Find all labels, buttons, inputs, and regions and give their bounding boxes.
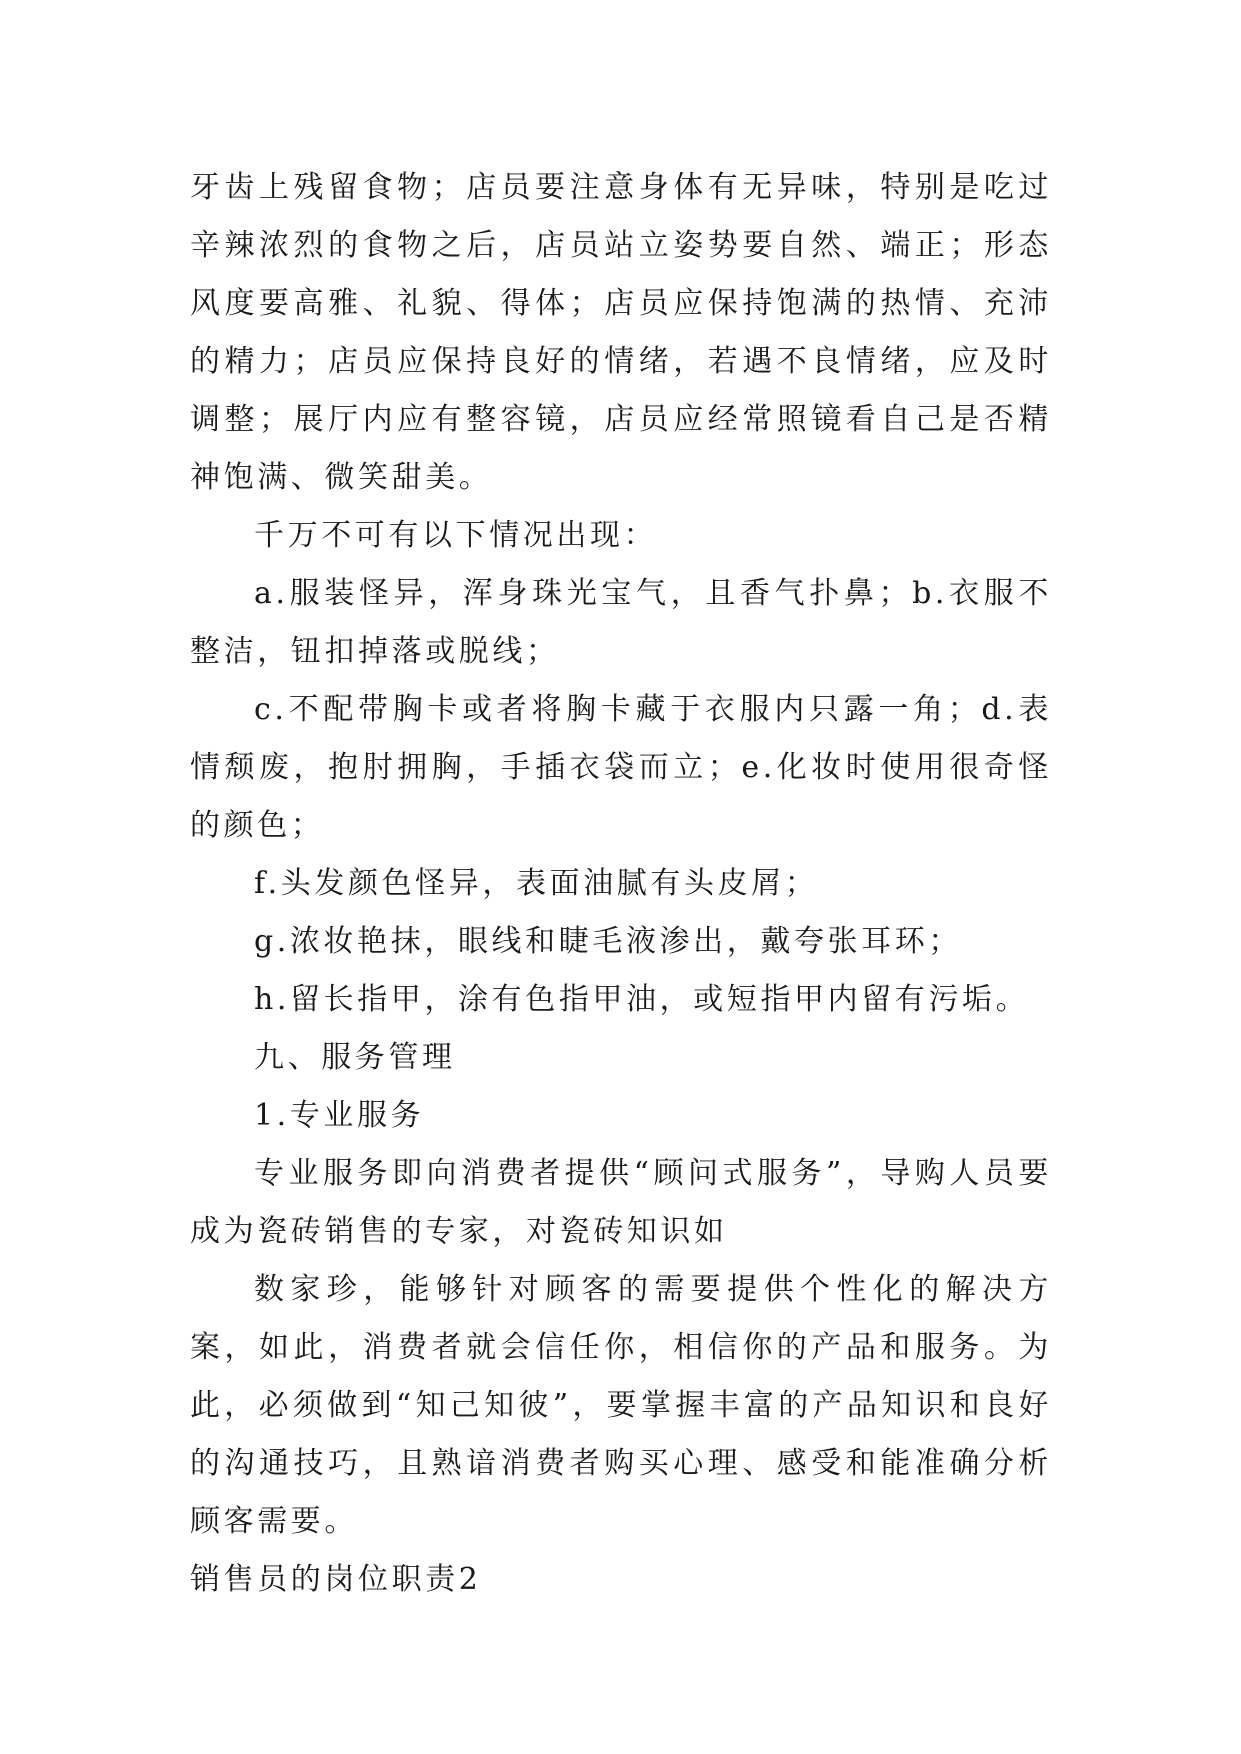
paragraph-appearance-rules: 牙齿上残留食物；店员要注意身体有无异味，特别是吃过辛辣浓烈的食物之后，店员站立姿势要自然、端正；形态风度要高雅、礼貌、得体；店员应保持饱满的热情、充沛的精力；店员应保持良好的情绪，若遇不良情绪，应及时调整；展厅内应有整容镜，店员应经常照镜看自己是否精神饱满、微笑甜美。 (190, 170, 1052, 495)
document-title-job-duties-2: 销售员的岗位职责2 (190, 1562, 482, 1597)
paragraph-item-h: h.留长指甲，涂有色指甲油，或短指甲内留有污垢。 (254, 982, 1030, 1017)
paragraph-know-products: 数家珍，能够针对顾客的需要提供个性化的解决方案，如此，消费者就会信任你，相信你的产品和服务。为此，必须做到“知己知彼”，要掌握丰富的产品知识和良好的沟通技巧，且熟谙消费者购买心理、感受和能准确分析顾客需要。 (190, 1272, 1052, 1539)
section-heading-service-management: 九、服务管理 (254, 1040, 456, 1075)
paragraph-item-f: f.头发颜色怪异，表面油腻有头皮屑； (254, 866, 819, 901)
document-body (190, 159, 1052, 1609)
paragraph-item-c-d-e: c.不配带胸卡或者将胸卡藏于衣服内只露一角；d.表情颓废，抱肘拥胸，手插衣袋而立；e.化妆时使用很奇怪的颜色； (190, 692, 1052, 843)
paragraph-item-a-b: a.服装怪异，浑身珠光宝气，且香气扑鼻；b.衣服不整洁，钮扣掉落或脱线； (190, 576, 1052, 669)
subsection-heading-professional-service: 1.专业服务 (254, 1098, 425, 1133)
paragraph-professional-service: 专业服务即向消费者提供“顾问式服务”，导购人员要成为瓷砖销售的专家，对瓷砖知识如 (190, 1156, 1052, 1249)
paragraph-prohibitions-intro: 千万不可有以下情况出现： (254, 518, 658, 553)
paragraph-item-g: g.浓妆艳抹，眼线和睫毛液渗出，戴夸张耳环； (254, 924, 962, 959)
